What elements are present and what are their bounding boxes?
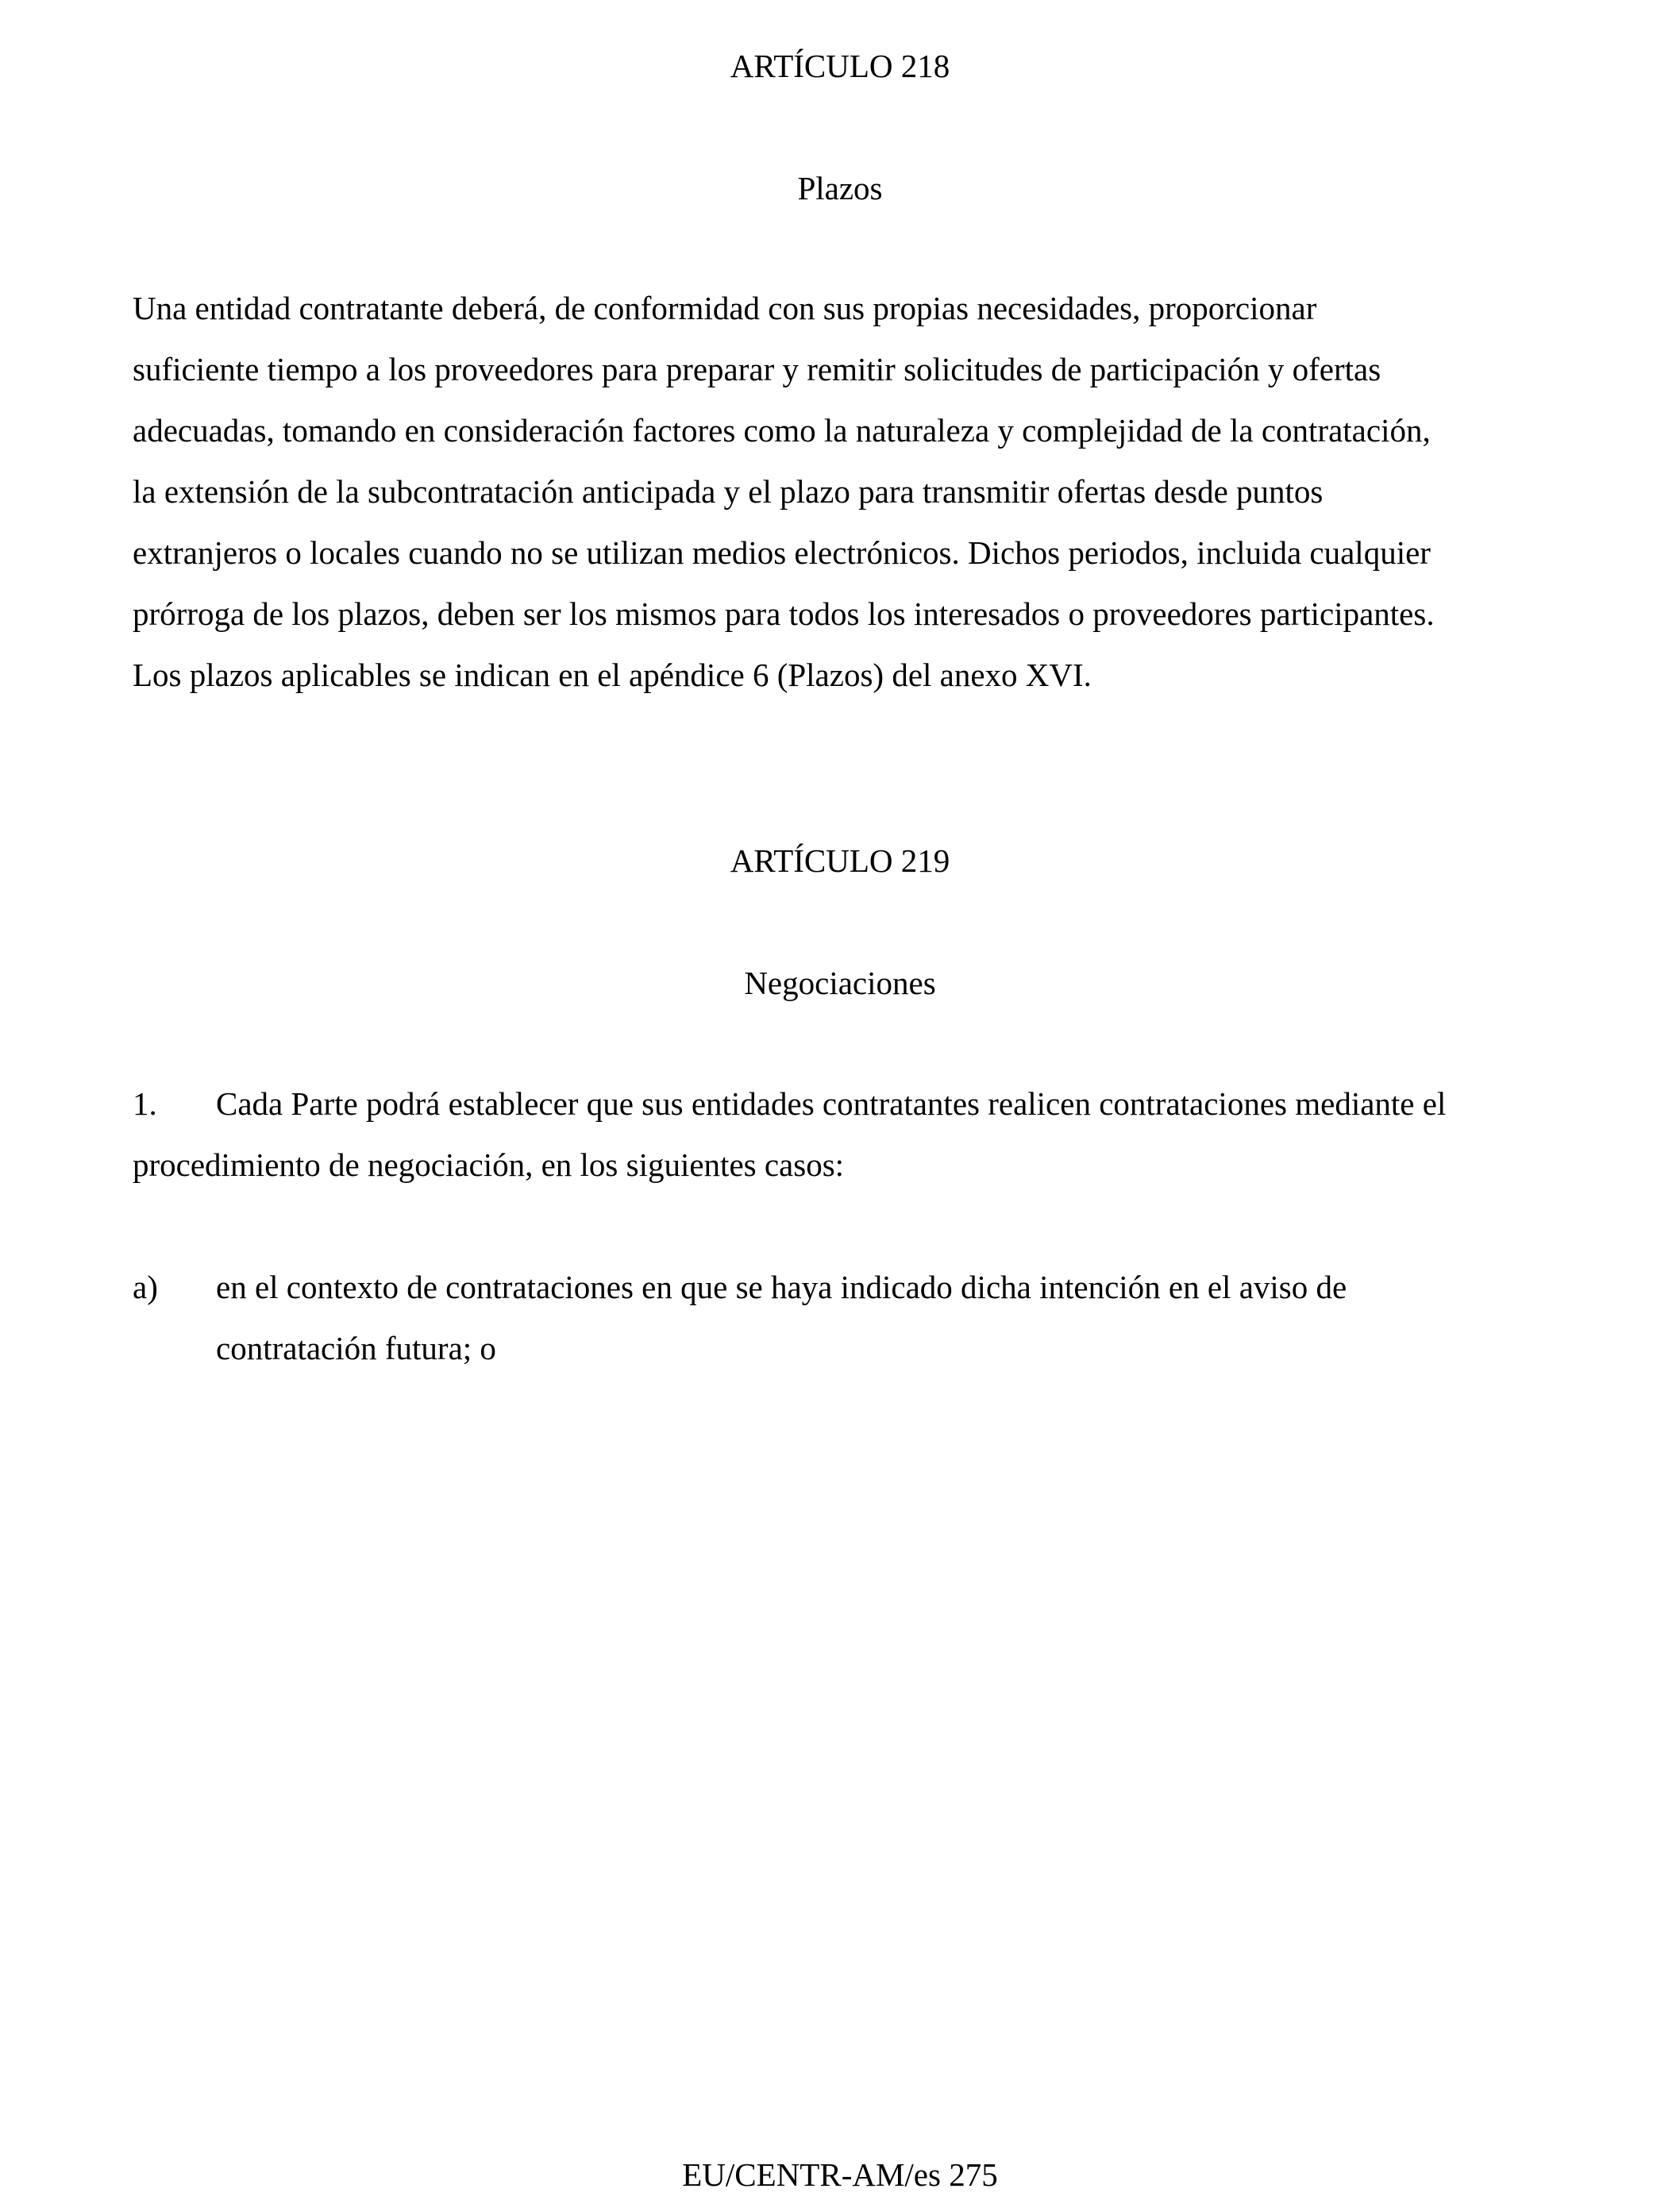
item-a-line-1: en el contexto de contrataciones en que se haya indicado dicha intención en el aviso de xyxy=(216,1269,1347,1305)
paragraph-line: Una entidad contratante deberá, de conformidad con sus propias necesidades, proporcionar xyxy=(133,290,1317,326)
item-a xyxy=(133,1266,1562,1308)
item-a-label: a) xyxy=(133,1269,158,1305)
item-1-line-1: Cada Parte podrá establecer que sus entidades contratantes realicen contrataciones mediante el xyxy=(216,1085,1447,1122)
footer-reference: EU/CENTR-AM/es 275 xyxy=(682,2156,998,2193)
item-a-line-2: contratación futura; o xyxy=(216,1330,496,1366)
item-1 xyxy=(133,1083,1562,1124)
article-219-heading: ARTÍCULO 219 xyxy=(730,842,950,879)
item-1-line-2: procedimiento de negociación, en los siguientes casos: xyxy=(133,1146,845,1183)
article-218-heading: ARTÍCULO 218 xyxy=(730,48,950,84)
paragraph-line: adecuadas, tomando en consideración factores como la naturaleza y complejidad de la contratación, xyxy=(133,412,1431,449)
article-218-title: Plazos xyxy=(797,170,883,206)
paragraph-line: Los plazos aplicables se indican en el apéndice 6 (Plazos) del anexo XVI. xyxy=(133,657,1092,693)
article-219-title: Negociaciones xyxy=(744,965,936,1001)
paragraph-line: extranjeros o locales cuando no se utilizan medios electrónicos. Dichos periodos, incluida cualquier xyxy=(133,534,1431,571)
paragraph-line: suficiente tiempo a los proveedores para preparar y remitir solicitudes de participación y ofertas xyxy=(133,351,1381,387)
item-1-number: 1. xyxy=(133,1085,157,1122)
paragraph-line: la extensión de la subcontratación anticipada y el plazo para transmitir ofertas desde puntos xyxy=(133,473,1324,510)
article-218-paragraph xyxy=(133,287,1435,715)
paragraph-line: prórroga de los plazos, deben ser los mismos para todos los interesados o proveedores participantes. xyxy=(133,595,1435,632)
